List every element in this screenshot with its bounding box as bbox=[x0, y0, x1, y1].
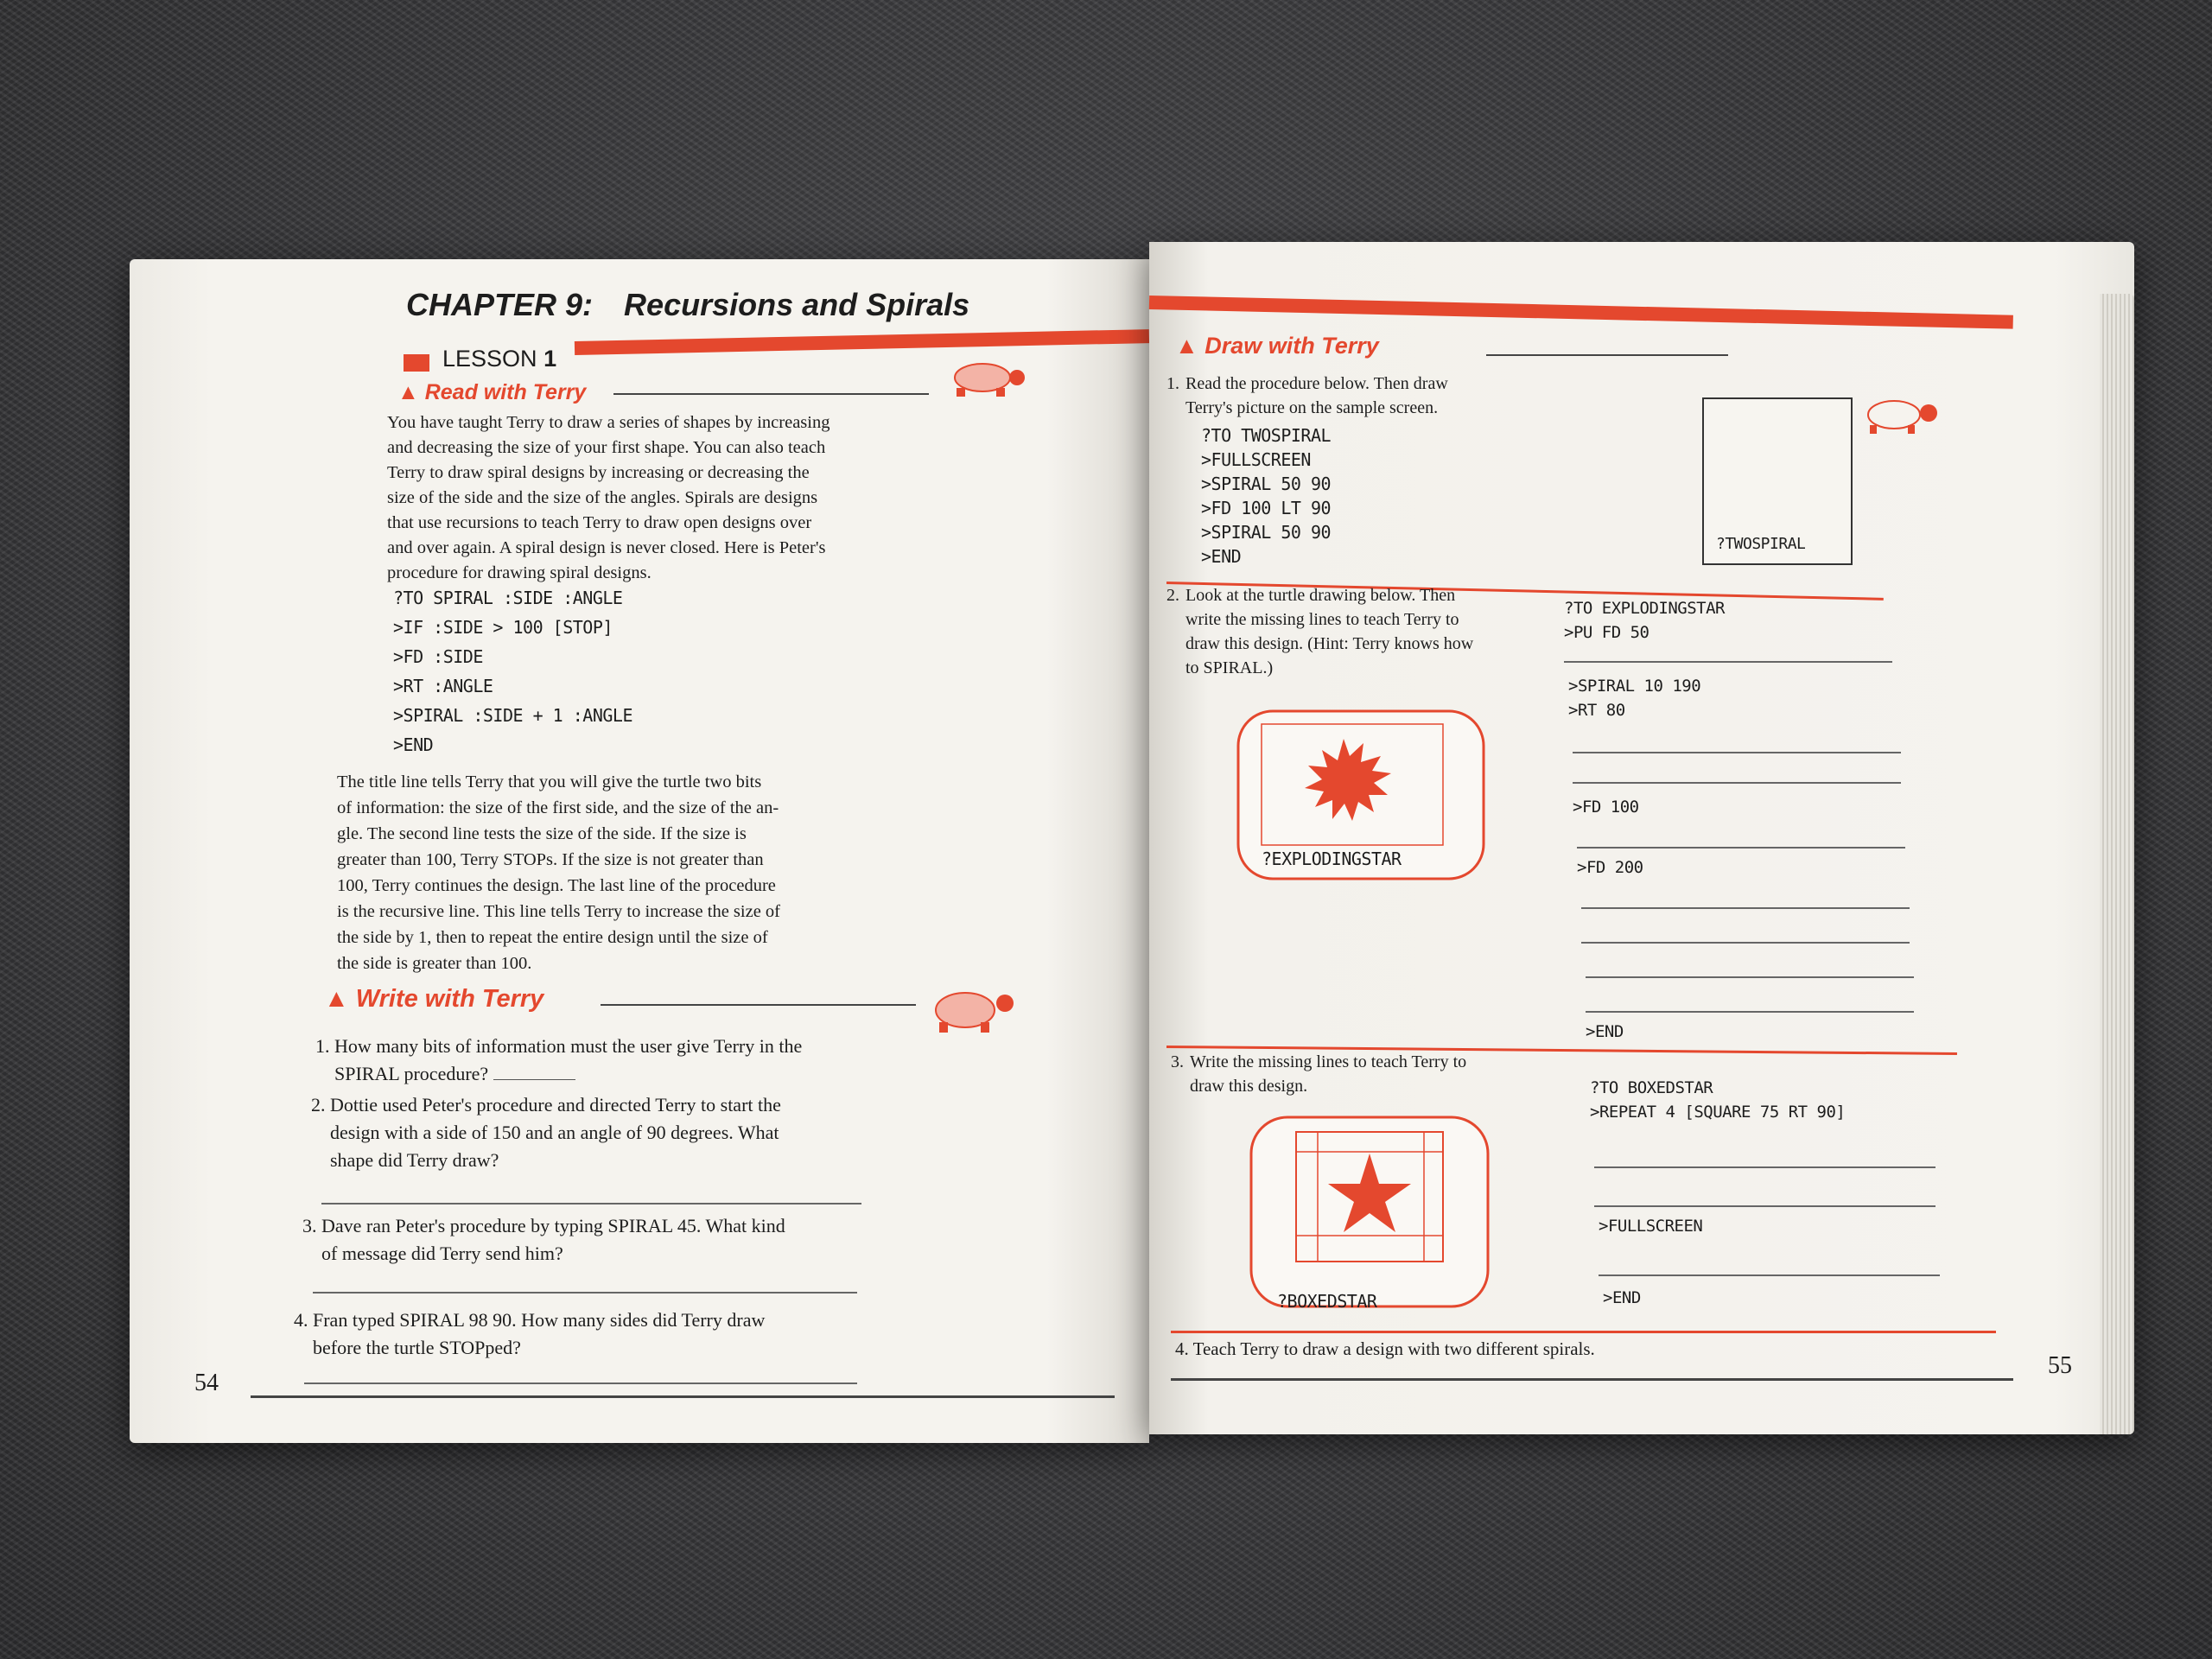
footer-rule-left bbox=[251, 1395, 1115, 1398]
code-line: >END bbox=[1586, 1022, 1624, 1041]
terry-triangle-icon: ▲ bbox=[324, 985, 349, 1013]
read-heading-rule bbox=[613, 393, 929, 395]
question-1 bbox=[315, 1033, 938, 1088]
write-heading-rule bbox=[601, 1004, 916, 1006]
question-line: write the missing lines to teach Terry to bbox=[1185, 610, 1459, 629]
chapter-subtitle: Recursions and Spirals bbox=[624, 287, 970, 322]
question-number: 3. bbox=[302, 1215, 317, 1236]
terry-triangle-icon: ▲ bbox=[397, 380, 419, 404]
explodingstar-code bbox=[1564, 596, 1725, 645]
draw-heading bbox=[1175, 333, 1379, 359]
lesson-bar-left bbox=[404, 354, 429, 372]
lesson-bar-right bbox=[575, 329, 1149, 355]
code-line: >RT 80 bbox=[1568, 701, 1625, 720]
code-line: >FD 200 bbox=[1577, 858, 1643, 877]
code-line: ?TO TWOSPIRAL bbox=[1201, 425, 1332, 446]
answer-line[interactable] bbox=[1581, 907, 1910, 909]
code-line: >FULLSCREEN bbox=[1201, 449, 1311, 470]
turtle-icon bbox=[1849, 389, 1944, 441]
page-edges bbox=[2100, 294, 2134, 1434]
question-number: 3. bbox=[1171, 1052, 1184, 1071]
question-line: design with a side of 150 and an angle of 90 degrees. What bbox=[330, 1122, 779, 1143]
code-line: >FD 100 LT 90 bbox=[1201, 498, 1332, 518]
right-page bbox=[1149, 242, 2134, 1434]
question-line: of message did Terry send him? bbox=[321, 1243, 563, 1264]
question-number: 4. bbox=[294, 1309, 308, 1331]
answer-line[interactable] bbox=[1586, 1011, 1914, 1013]
screen-label: ?EXPLODINGSTAR bbox=[1262, 849, 1402, 869]
code-line: >SPIRAL 50 90 bbox=[1201, 474, 1332, 494]
question-line: Fran typed SPIRAL 98 90. How many sides did Terry draw bbox=[313, 1309, 766, 1331]
question-line: How many bits of information must the user give Terry in the bbox=[334, 1035, 803, 1057]
lesson-number: 1 bbox=[543, 346, 557, 372]
write-heading bbox=[324, 985, 543, 1014]
paragraph-line: and over again. A spiral design is never closed. Here is Peter's bbox=[387, 538, 826, 557]
answer-line[interactable] bbox=[1573, 752, 1901, 753]
explain-paragraph bbox=[337, 769, 907, 976]
answer-line[interactable] bbox=[313, 1292, 857, 1294]
lesson-label-text: LESSON bbox=[442, 346, 537, 372]
question-line: to SPIRAL.) bbox=[1185, 658, 1274, 677]
paragraph-line: that use recursions to teach Terry to draw open designs over bbox=[387, 513, 812, 532]
footer-rule-right bbox=[1171, 1378, 2013, 1381]
code-line: >FD :SIDE bbox=[393, 646, 483, 667]
draw-question-3 bbox=[1171, 1050, 1568, 1098]
code-line: >FD 100 bbox=[1573, 798, 1639, 817]
code-line: >SPIRAL :SIDE + 1 :ANGLE bbox=[393, 705, 632, 726]
paragraph-line: of information: the size of the first side, and the size of the an- bbox=[337, 798, 779, 817]
screen-label: ?TWOSPIRAL bbox=[1716, 535, 1806, 553]
left-page bbox=[130, 259, 1149, 1443]
draw-question-1 bbox=[1166, 372, 1564, 420]
boxedstar-screen bbox=[1249, 1115, 1491, 1309]
code-line: ?TO BOXEDSTAR bbox=[1590, 1078, 1713, 1097]
spiral-procedure-code bbox=[393, 583, 632, 760]
draw-red-bar bbox=[1149, 296, 2013, 329]
answer-blank[interactable] bbox=[493, 1079, 575, 1080]
paragraph-line: You have taught Terry to draw a series of shapes by increasing bbox=[387, 413, 830, 432]
question-line: Read the procedure below. Then draw bbox=[1185, 374, 1448, 393]
question-number: 4. bbox=[1175, 1338, 1189, 1359]
code-line: >RT :ANGLE bbox=[393, 676, 493, 696]
question-line: Look at the turtle drawing below. Then bbox=[1185, 586, 1456, 605]
paragraph-line: and decreasing the size of your first shape. You can also teach bbox=[387, 438, 826, 457]
question-line: shape did Terry draw? bbox=[330, 1149, 499, 1171]
code-line: >END bbox=[1603, 1288, 1641, 1307]
question-number: 2. bbox=[311, 1094, 326, 1116]
paragraph-line: size of the side and the size of the angles. Spirals are designs bbox=[387, 488, 818, 507]
question-line: Dottie used Peter's procedure and directed Terry to start the bbox=[330, 1094, 781, 1116]
page-number-left: 54 bbox=[194, 1370, 219, 1396]
question-line: Terry's picture on the sample screen. bbox=[1185, 398, 1439, 417]
screen-label: ?BOXEDSTAR bbox=[1277, 1291, 1377, 1312]
question-number: 2. bbox=[1166, 586, 1179, 605]
question-line: draw this design. bbox=[1190, 1077, 1308, 1096]
answer-line[interactable] bbox=[1581, 942, 1910, 944]
code-line: >SPIRAL 50 90 bbox=[1201, 522, 1332, 543]
paragraph-line: The title line tells Terry that you will give the turtle two bits bbox=[337, 772, 762, 791]
question-3 bbox=[302, 1212, 925, 1268]
draw-heading-text: Draw with Terry bbox=[1205, 333, 1379, 359]
question-2 bbox=[311, 1091, 933, 1174]
answer-line[interactable] bbox=[1564, 661, 1892, 663]
paragraph-line: the side by 1, then to repeat the entire design until the size of bbox=[337, 928, 768, 947]
answer-line[interactable] bbox=[1577, 847, 1905, 849]
paragraph-line: greater than 100, Terry STOPs. If the size is not greater than bbox=[337, 850, 764, 869]
question-line-with-blank bbox=[334, 1060, 938, 1088]
question-number: 1. bbox=[1166, 374, 1179, 393]
page-number-right: 55 bbox=[2048, 1352, 2072, 1379]
code-line: >FULLSCREEN bbox=[1599, 1217, 1703, 1236]
code-line: >END bbox=[393, 734, 434, 755]
code-line: >IF :SIDE > 100 [STOP] bbox=[393, 617, 613, 638]
read-heading-text: Read with Terry bbox=[424, 380, 587, 404]
paragraph-line: Terry to draw spiral designs by increasing or decreasing the bbox=[387, 463, 810, 482]
read-paragraph bbox=[387, 410, 906, 586]
code-line: >PU FD 50 bbox=[1564, 623, 1649, 642]
question-line: Dave ran Peter's procedure by typing SPIRAL 45. What kind bbox=[321, 1215, 785, 1236]
question-number: 1. bbox=[315, 1035, 330, 1057]
answer-line[interactable] bbox=[321, 1203, 861, 1205]
question-4 bbox=[294, 1306, 916, 1362]
lesson-label bbox=[442, 346, 556, 372]
draw-question-2 bbox=[1166, 583, 1547, 680]
answer-line[interactable] bbox=[1594, 1205, 1936, 1207]
code-line: ?TO SPIRAL :SIDE :ANGLE bbox=[393, 588, 623, 608]
terry-triangle-icon: ▲ bbox=[1175, 333, 1198, 359]
paragraph-line: procedure for drawing spiral designs. bbox=[387, 563, 652, 582]
section-divider bbox=[1171, 1331, 1996, 1333]
chapter-title bbox=[406, 287, 969, 323]
open-workbook bbox=[130, 242, 2186, 1452]
paragraph-line: 100, Terry continues the design. The last line of the procedure bbox=[337, 876, 776, 895]
question-line: Teach Terry to draw a design with two different spirals. bbox=[1192, 1338, 1595, 1359]
answer-line[interactable] bbox=[1586, 976, 1914, 978]
question-line: before the turtle STOPped? bbox=[313, 1337, 521, 1358]
paragraph-line: is the recursive line. This line tells Terry to increase the size of bbox=[337, 902, 780, 921]
twospiral-sample-screen[interactable] bbox=[1702, 397, 1853, 565]
code-line: >REPEAT 4 [SQUARE 75 RT 90] bbox=[1590, 1103, 1846, 1122]
write-heading-text: Write with Terry bbox=[355, 985, 544, 1013]
answer-line[interactable] bbox=[304, 1382, 857, 1384]
question-line: SPIRAL procedure? bbox=[334, 1063, 489, 1084]
code-line: >END bbox=[1201, 546, 1242, 567]
explodingstar-code-2 bbox=[1568, 674, 1700, 722]
code-line: ?TO EXPLODINGSTAR bbox=[1564, 599, 1725, 618]
chapter-number: CHAPTER 9: bbox=[406, 287, 594, 322]
answer-line[interactable] bbox=[1594, 1166, 1936, 1168]
draw-heading-rule bbox=[1486, 354, 1728, 356]
read-heading bbox=[397, 380, 586, 405]
answer-line[interactable] bbox=[1599, 1274, 1940, 1276]
code-line: >SPIRAL 10 190 bbox=[1568, 677, 1701, 696]
paragraph-line: the side is greater than 100. bbox=[337, 954, 532, 973]
question-line: Write the missing lines to teach Terry to bbox=[1190, 1052, 1467, 1071]
twospiral-code bbox=[1201, 423, 1331, 569]
question-line: draw this design. (Hint: Terry knows how bbox=[1185, 634, 1474, 653]
answer-line[interactable] bbox=[1573, 782, 1901, 784]
turtle-icon bbox=[938, 350, 1033, 402]
boxedstar-code bbox=[1590, 1076, 1845, 1124]
draw-question-4 bbox=[1175, 1335, 1595, 1363]
paragraph-line: gle. The second line tests the size of the side. If the size is bbox=[337, 824, 747, 843]
